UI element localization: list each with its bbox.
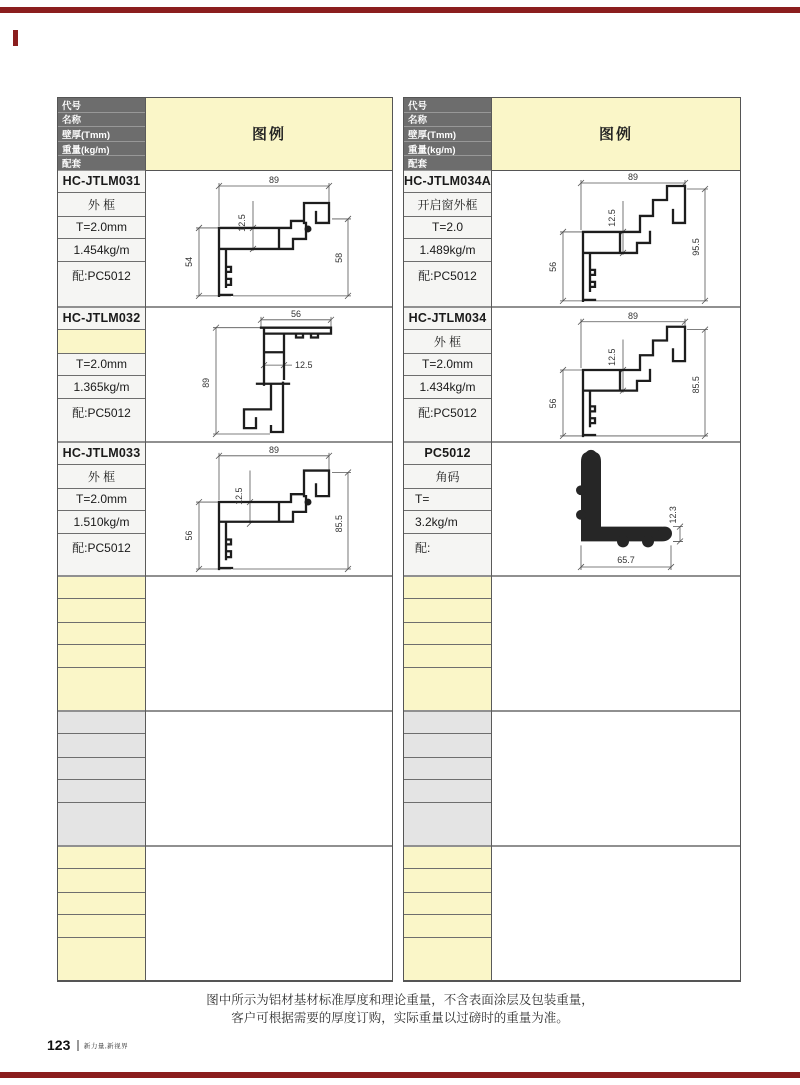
dim-left: 56 [547, 261, 559, 272]
dim-width: 89 [268, 174, 280, 185]
corner-bracket-shape [576, 449, 672, 546]
profile-name: 开启窗外框 [404, 193, 491, 217]
dim-right: 85.5 [333, 514, 345, 532]
brand-slogan: 新力量,新视界 [83, 1042, 129, 1050]
profile-weight: 1.510kg/m [58, 511, 145, 534]
profile-code: HC-JTLM033 [58, 443, 145, 465]
profile-name: 角码 [404, 465, 491, 489]
dim-width: 65.7 [617, 554, 635, 565]
spec-block-hc-jtlm033 [58, 441, 145, 576]
profile-match: 配:PC5012 [58, 534, 145, 576]
profile-code: PC5012 [404, 443, 491, 465]
profile-match: 配: [404, 534, 491, 576]
dim-inner: 12.5 [295, 359, 313, 370]
profile-match: 配:PC5012 [58, 399, 145, 441]
dim-inner: 12.5 [606, 348, 618, 366]
profile-thickness: T=2.0mm [404, 354, 491, 376]
footnote-line-2: 客户可根据需要的厚度订购，实际重量以过磅时的重量为准。 [231, 1011, 569, 1025]
header-row-match: 配套 [404, 156, 491, 171]
diagram-hc-jtlm033 [146, 441, 392, 576]
header-row-code: 代号 [58, 98, 145, 113]
profile-weight: 3.2kg/m [404, 511, 491, 534]
dim-left: 56 [183, 530, 195, 540]
dim-inner: 12.5 [606, 208, 618, 227]
spec-table-right [403, 97, 741, 982]
dim-left: 56 [547, 398, 559, 409]
label-column [404, 98, 492, 980]
header-row-code: 代号 [404, 98, 491, 113]
profile-name: 外 框 [58, 465, 145, 489]
page-footer [47, 1037, 128, 1053]
diagram-column [492, 98, 740, 980]
legend-header: 图例 [146, 98, 392, 171]
profile-name: 外 框 [404, 330, 491, 354]
diagram-hc-jtlm031 [146, 171, 392, 306]
profile-drawing-034a [492, 171, 740, 306]
header-row-thickness: 壁厚(Tmm) [58, 127, 145, 142]
spec-block-hc-jtlm034a [404, 171, 491, 306]
profile-thickness: T=2.0mm [58, 217, 145, 239]
header-row-name: 名称 [58, 113, 145, 128]
bottom-red-bar [0, 1072, 800, 1078]
profile-weight: 1.489kg/m [404, 239, 491, 262]
profile-thickness: T= [404, 489, 491, 511]
profile-match: 配:PC5012 [404, 262, 491, 306]
dim-right: 58 [333, 252, 345, 263]
dim-inner: 12.5 [236, 213, 248, 232]
profile-weight: 1.365kg/m [58, 376, 145, 399]
empty-diagram-cell [492, 575, 740, 710]
footnote [0, 991, 800, 1027]
empty-spec-block [404, 710, 491, 845]
profile-name [58, 330, 145, 354]
empty-spec-block [58, 710, 145, 845]
profile-drawing-032 [146, 308, 392, 441]
empty-diagram-cell [146, 575, 392, 710]
dim-right: 85.5 [690, 375, 702, 394]
profile-weight: 1.434kg/m [404, 376, 491, 399]
profile-code: HC-JTLM034 [404, 308, 491, 330]
profile-name: 外 框 [58, 193, 145, 217]
spec-block-hc-jtlm032 [58, 306, 145, 441]
profile-drawing-031 [146, 171, 392, 306]
empty-diagram-cell [492, 845, 740, 980]
dim-width: 89 [268, 444, 280, 455]
profile-code: HC-JTLM032 [58, 308, 145, 330]
profile-code: HC-JTLM034A [404, 171, 491, 193]
dim-inner: 12.5 [233, 487, 245, 505]
diagram-hc-jtlm034 [492, 306, 740, 441]
footnote-line-1: 图中所示为铝材基材标准厚度和理论重量，不含表面涂层及包装重量， [206, 993, 594, 1007]
profile-code: HC-JTLM031 [58, 171, 145, 193]
diagram-hc-jtlm034a [492, 171, 740, 306]
dim-width: 89 [627, 171, 639, 182]
profile-thickness: T=2.0 [404, 217, 491, 239]
diagram-column [146, 98, 392, 980]
header-row-weight: 重量(kg/m) [404, 142, 491, 157]
empty-spec-block [58, 845, 145, 980]
top-red-bar [0, 7, 800, 13]
spec-block-hc-jtlm031 [58, 171, 145, 306]
empty-diagram-cell [146, 845, 392, 980]
dim-right: 95.5 [690, 237, 702, 256]
left-margin-red-mark [13, 30, 18, 46]
spec-block-hc-jtlm034 [404, 306, 491, 441]
diagram-hc-jtlm032 [146, 306, 392, 441]
profile-match: 配:PC5012 [404, 399, 491, 441]
header-row-weight: 重量(kg/m) [58, 142, 145, 157]
dim-width: 89 [627, 310, 639, 321]
profile-drawing-033 [146, 443, 392, 576]
profile-drawing-034 [492, 308, 740, 441]
empty-diagram-cell [492, 710, 740, 845]
empty-spec-block [404, 845, 491, 980]
empty-spec-block [404, 575, 491, 710]
empty-spec-block [58, 575, 145, 710]
page-number: 123 [47, 1037, 71, 1053]
dim-width: 56 [290, 308, 302, 319]
spec-table-left [57, 97, 393, 982]
profile-thickness: T=2.0mm [58, 489, 145, 511]
diagram-pc5012 [492, 441, 740, 576]
label-column [58, 98, 146, 980]
profile-thickness: T=2.0mm [58, 354, 145, 376]
legend-header: 图例 [492, 98, 740, 171]
header-row-name: 名称 [404, 113, 491, 128]
spec-block-pc5012 [404, 441, 491, 576]
profile-drawing-pc5012 [492, 443, 740, 576]
empty-diagram-cell [146, 710, 392, 845]
footer-divider [77, 1040, 79, 1051]
profile-match: 配:PC5012 [58, 262, 145, 306]
dim-left: 89 [200, 377, 212, 388]
profile-weight: 1.454kg/m [58, 239, 145, 262]
header-row-match: 配套 [58, 156, 145, 171]
dim-right: 12.3 [667, 505, 679, 523]
header-row-thickness: 壁厚(Tmm) [404, 127, 491, 142]
dim-left: 54 [183, 256, 195, 267]
